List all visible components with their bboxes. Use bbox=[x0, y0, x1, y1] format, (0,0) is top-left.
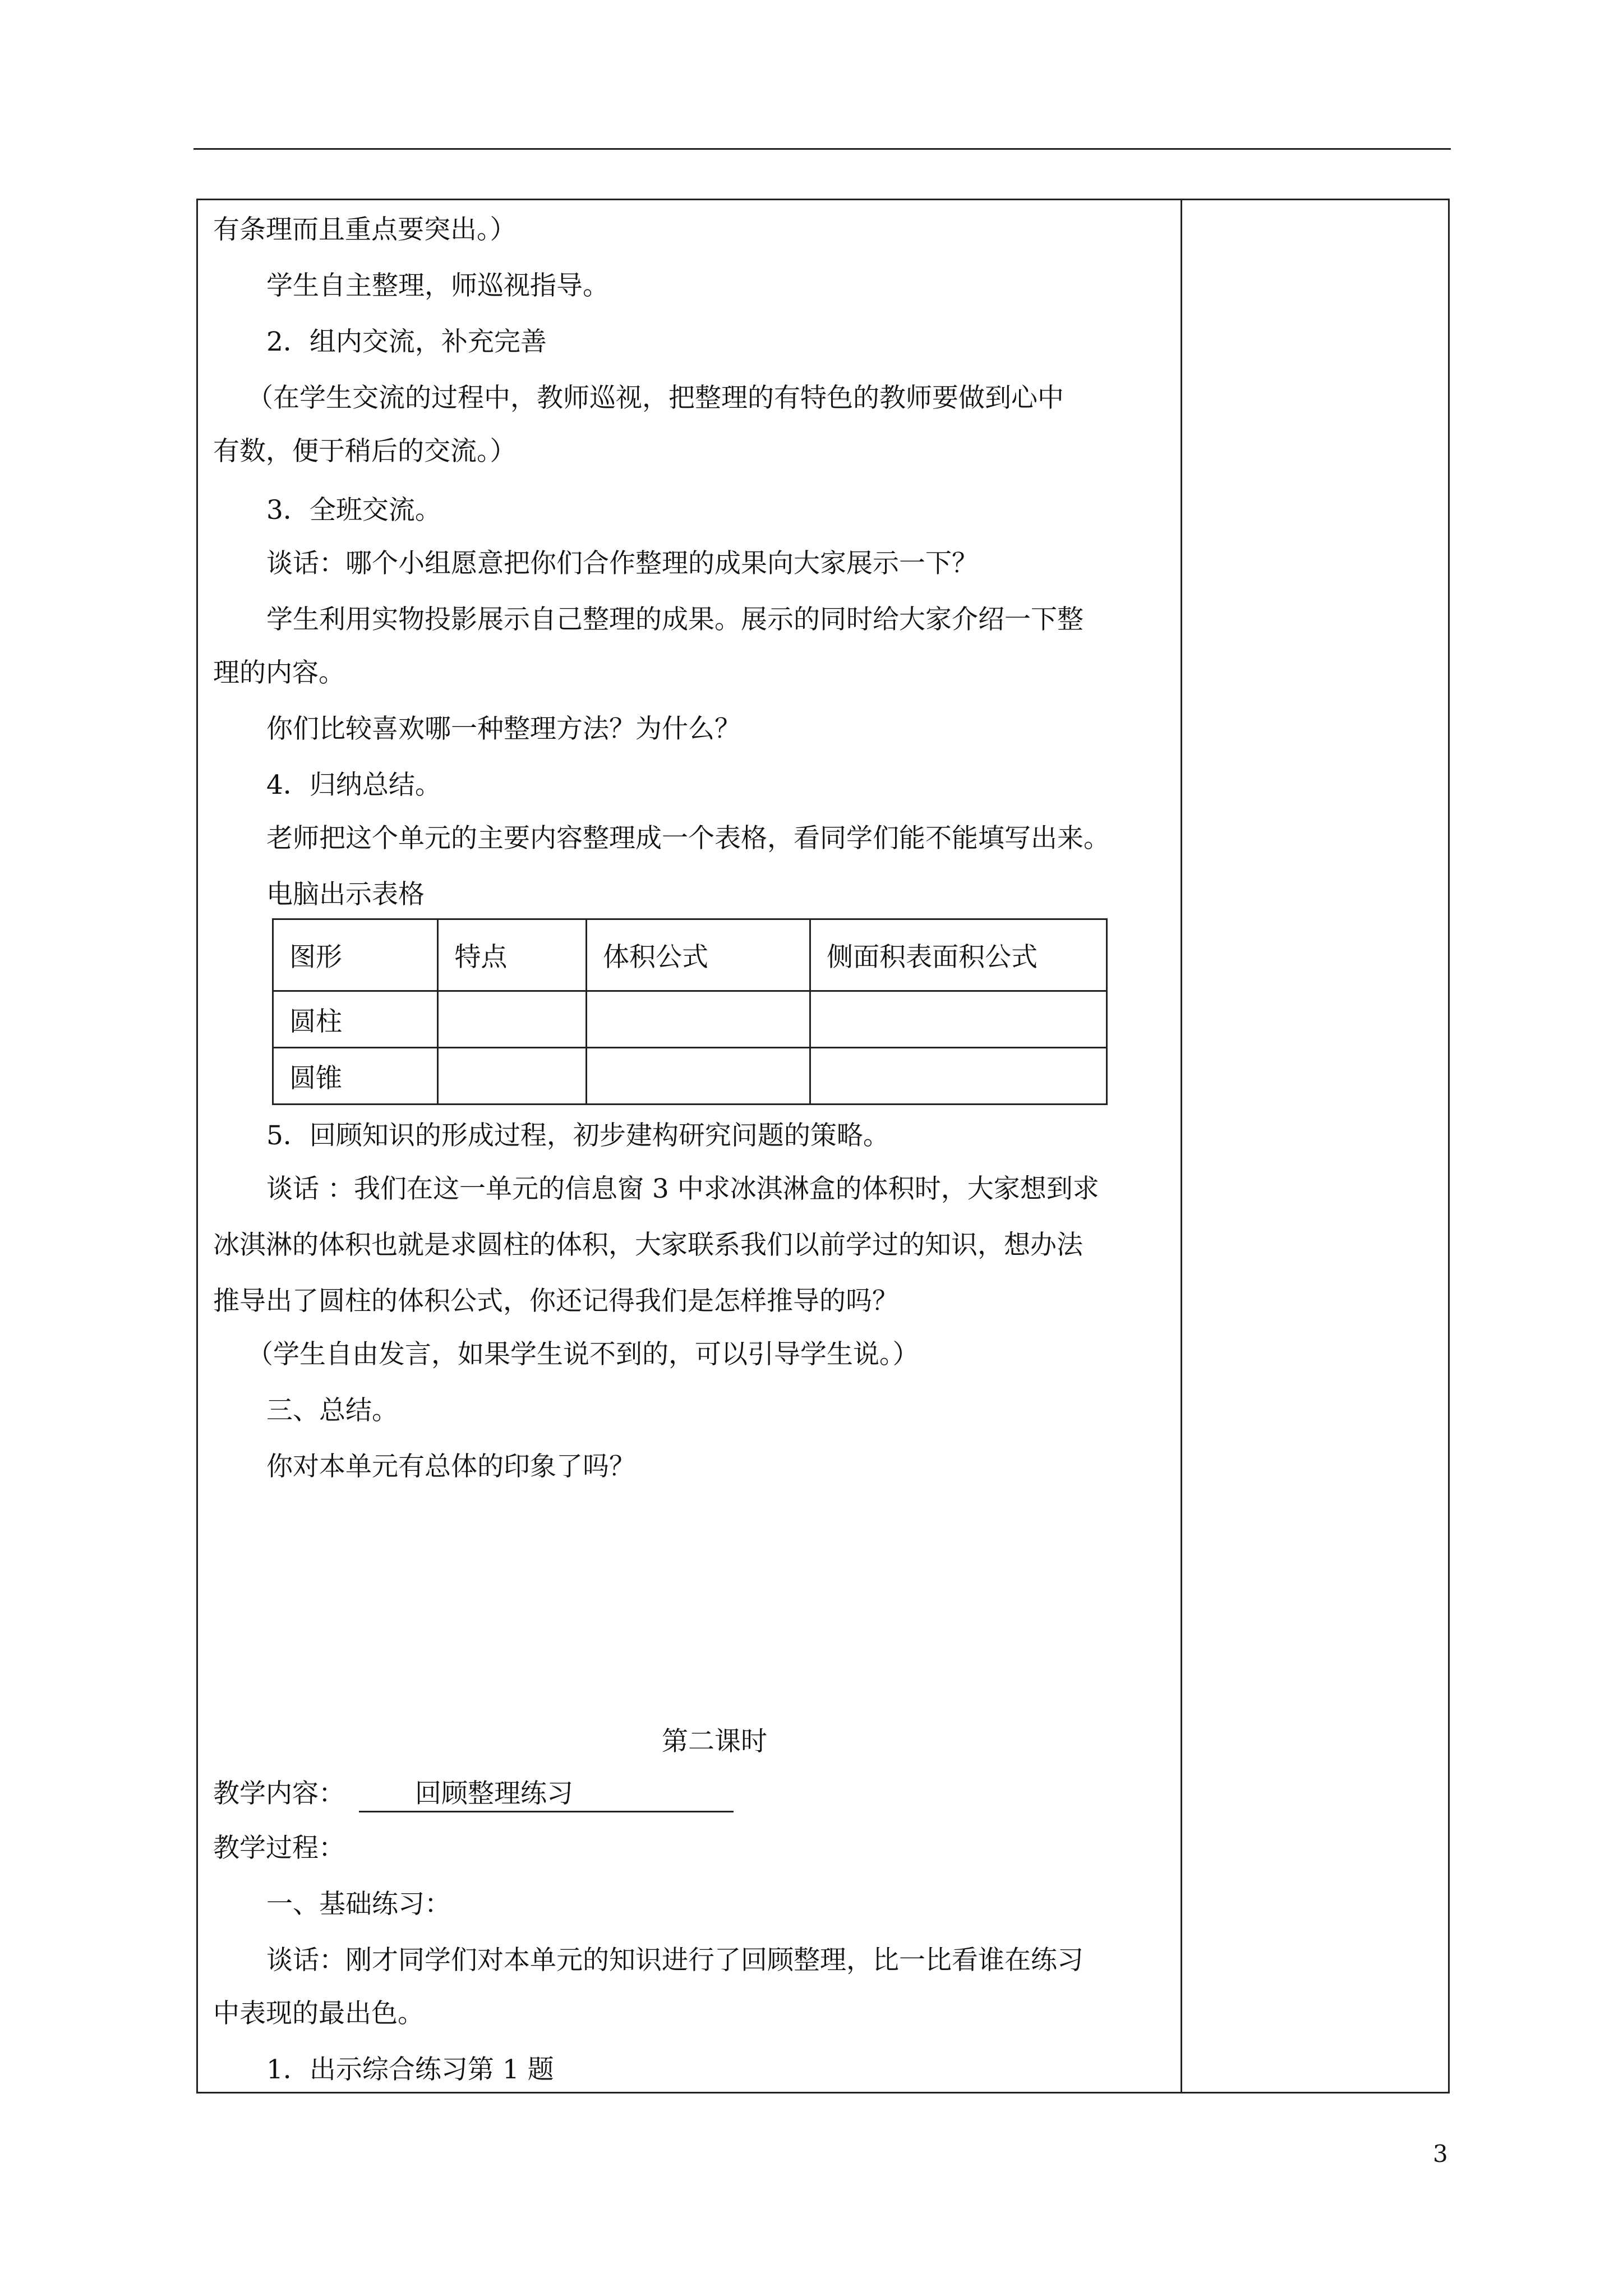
table-row bbox=[273, 991, 1107, 1048]
table-header-row bbox=[273, 919, 1107, 991]
table-header-cell: 体积公式 bbox=[586, 919, 810, 991]
content-value: 回顾整理练习 bbox=[415, 1778, 573, 1809]
body-line: 有数，便于稍后的交流。） bbox=[213, 436, 517, 467]
body-line: 学生利用实物投影展示自己整理的成果。展示的同时给大家介绍一下整 bbox=[266, 604, 1083, 635]
table-cell bbox=[810, 1048, 1107, 1105]
table-row bbox=[273, 1048, 1107, 1105]
body-line: 电脑出示表格 bbox=[266, 879, 425, 910]
body-line: 谈话：刚才同学们对本单元的知识进行了回顾整理，比一比看谁在练习 bbox=[266, 1945, 1083, 1976]
table-cell bbox=[810, 991, 1107, 1048]
table-header-cell: 图形 bbox=[273, 919, 438, 991]
body-line: 3．全班交流。 bbox=[266, 495, 441, 526]
table-cell: 圆柱 bbox=[273, 991, 438, 1048]
table-cell bbox=[586, 991, 810, 1048]
body-line: 一、基础练习： bbox=[266, 1889, 451, 1920]
table-header-cell: 特点 bbox=[438, 919, 587, 991]
page-number: 3 bbox=[1433, 2140, 1448, 2168]
body-line: 5．回顾知识的形成过程，初步建构研究问题的策略。 bbox=[266, 1120, 889, 1151]
content-value-field bbox=[359, 1777, 734, 1812]
table-header-cell: 侧面积表面积公式 bbox=[810, 919, 1107, 991]
body-line: 4．归纳总结。 bbox=[266, 770, 441, 800]
body-line: 老师把这个单元的主要内容整理成一个表格，看同学们能不能填写出来。 bbox=[266, 823, 1110, 854]
body-line: 推导出了圆柱的体积公式，你还记得我们是怎样推导的吗？ bbox=[213, 1286, 898, 1317]
lesson-title: 第二课时 bbox=[662, 1726, 767, 1757]
body-line: 中表现的最出色。 bbox=[213, 1998, 424, 2029]
content-label: 教学内容： bbox=[213, 1778, 345, 1809]
body-line: 冰淇淋的体积也就是求圆柱的体积，大家联系我们以前学过的知识，想办法 bbox=[213, 1230, 1083, 1260]
body-line: 你对本单元有总体的印象了吗？ bbox=[266, 1451, 635, 1482]
header-rule bbox=[193, 148, 1451, 150]
body-line: 三、总结。 bbox=[266, 1395, 398, 1426]
table-cell bbox=[586, 1048, 810, 1105]
body-line: 谈话 ：我们在这一单元的信息窗 3 中求冰淇淋盒的体积时，大家想到求 bbox=[266, 1174, 1099, 1204]
process-label: 教学过程： bbox=[213, 1833, 345, 1864]
body-line: （在学生交流的过程中，教师巡视，把整理的有特色的教师要做到心中 bbox=[247, 383, 1064, 413]
body-line: 学生自主整理，师巡视指导。 bbox=[266, 270, 609, 301]
body-line: 2．组内交流，补充完善 bbox=[266, 326, 547, 357]
summary-table bbox=[272, 918, 1108, 1105]
body-line: 你们比较喜欢哪一种整理方法？为什么？ bbox=[266, 714, 741, 744]
body-line: 有条理而且重点要突出。） bbox=[213, 214, 517, 245]
body-line: 1．出示综合练习第 1 题 bbox=[266, 2054, 554, 2085]
body-line: 谈话：哪个小组愿意把你们合作整理的成果向大家展示一下？ bbox=[266, 548, 978, 579]
body-line: （学生自由发言，如果学生说不到的，可以引导学生说。） bbox=[247, 1339, 919, 1370]
table-cell: 圆锥 bbox=[273, 1048, 438, 1105]
column-divider bbox=[1181, 200, 1182, 2092]
body-line: 理的内容。 bbox=[213, 657, 345, 688]
table-cell bbox=[438, 991, 587, 1048]
table-cell bbox=[438, 1048, 587, 1105]
